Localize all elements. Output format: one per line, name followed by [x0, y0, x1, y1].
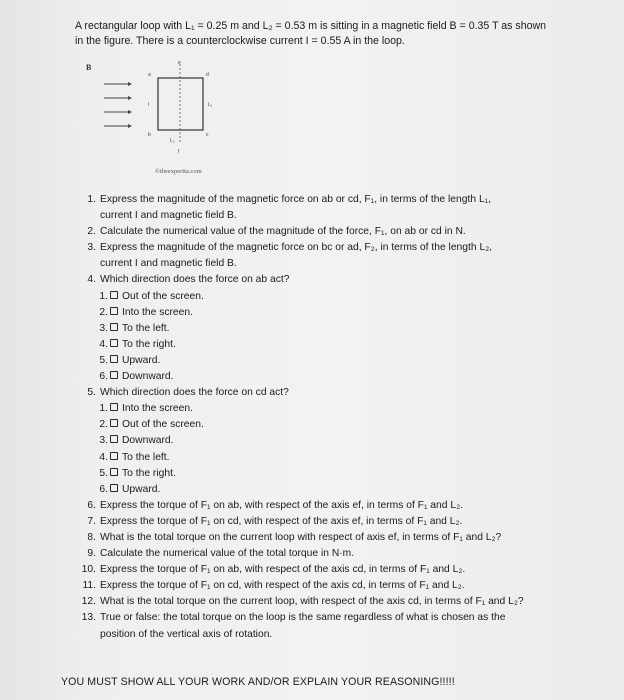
checkbox-icon[interactable]	[110, 419, 118, 427]
question-text-continued: current I and magnetic field B.	[100, 210, 237, 222]
checkbox-icon[interactable]	[110, 355, 118, 363]
current-loop	[158, 78, 203, 130]
checkbox-icon[interactable]	[110, 323, 118, 331]
question-number: 2.	[87, 226, 96, 238]
question-13	[79, 610, 599, 642]
question-text: Express the magnitude of the magnetic force on ab or cd, F₁, in terms of the length L₁,	[100, 194, 492, 205]
answer-option[interactable]	[79, 289, 599, 305]
answer-option[interactable]	[79, 466, 599, 482]
option-number: 3.	[99, 322, 108, 334]
question-9	[79, 546, 599, 562]
option-number: 5.	[99, 354, 108, 366]
checkbox-icon[interactable]	[110, 339, 118, 347]
field-arrowheads	[128, 82, 132, 128]
answer-option[interactable]	[79, 321, 599, 337]
question-11	[79, 578, 599, 594]
option-number: 2.	[99, 306, 108, 318]
axis-f-label: f	[178, 149, 180, 155]
question-text: Express the torque of F₁ on cd, with respect of the axis ef, in terms of F₁ and L₂.	[100, 515, 463, 527]
question-text: Express the torque of F₁ on ab, with respect of the axis cd, in terms of F₁ and L₂.	[100, 564, 466, 576]
option-number: 1.	[99, 403, 108, 415]
question-text-continued: position of the vertical axis of rotation.	[100, 628, 273, 640]
question-text: Express the torque of F₁ on cd, with respect of the axis cd, in terms of F₁ and L₂.	[100, 580, 465, 592]
question-number: 12.	[81, 596, 96, 608]
question-text: What is the total torque on the current loop, with respect of the axis cd, in terms of F₁ and L₂?	[100, 596, 524, 608]
option-text: To the right.	[122, 467, 176, 479]
question-6	[79, 498, 599, 514]
question-text: Which direction does the force on cd act?	[100, 387, 289, 399]
field-lines	[104, 84, 128, 126]
option-text: Upward.	[122, 354, 161, 366]
question-text: Calculate the numerical value of the total torque in N·m.	[100, 548, 355, 560]
side-L1-label: L₁	[208, 102, 213, 108]
work-instruction: YOU MUST SHOW ALL YOUR WORK AND/OR EXPLAIN YOUR REASONING!!!!!	[61, 676, 455, 688]
question-number: 4.	[87, 274, 96, 286]
checkbox-icon[interactable]	[110, 452, 118, 460]
option-text: To the right.	[122, 338, 176, 350]
question-7	[79, 514, 599, 530]
option-number: 1.	[99, 290, 108, 302]
question-list	[79, 192, 599, 643]
question-number: 6.	[87, 499, 96, 511]
option-text: Downward.	[122, 435, 174, 447]
option-text: Into the screen.	[122, 306, 193, 318]
question-text: True or false: the total torque on the loop is the same regardless of what is chosen as the	[100, 612, 506, 624]
answer-option[interactable]	[79, 450, 599, 466]
question-number: 3.	[87, 242, 96, 254]
option-text: Into the screen.	[122, 403, 193, 415]
answer-option[interactable]	[79, 433, 599, 449]
question-number: 5.	[87, 387, 96, 399]
answer-option[interactable]	[79, 417, 599, 433]
answer-option[interactable]	[79, 369, 599, 385]
option-text: To the left.	[122, 322, 170, 334]
option-number: 6.	[99, 483, 108, 495]
answer-options	[79, 289, 599, 386]
answer-option[interactable]	[79, 401, 599, 417]
corner-b-label: b	[148, 132, 151, 138]
question-5	[79, 385, 599, 498]
question-text-continued: current I and magnetic field B.	[100, 258, 237, 270]
option-text: Out of the screen.	[122, 419, 204, 431]
checkbox-icon[interactable]	[110, 435, 118, 443]
option-text: Downward.	[122, 371, 174, 383]
question-1	[79, 192, 599, 224]
loop-figure	[84, 56, 234, 162]
problem-statement	[75, 19, 605, 49]
current-label: I	[148, 102, 150, 108]
question-number: 1.	[87, 194, 96, 205]
question-number: 11.	[82, 580, 96, 592]
option-number: 6.	[99, 371, 108, 383]
question-8	[79, 530, 599, 546]
option-text: To the left.	[122, 451, 170, 463]
option-number: 2.	[99, 419, 108, 431]
question-4	[79, 272, 599, 385]
question-number: 10.	[81, 564, 96, 576]
question-number: 13.	[81, 612, 96, 624]
corner-a-label: a	[148, 72, 151, 78]
option-number: 4.	[99, 338, 108, 350]
question-12	[79, 594, 599, 610]
option-text: Upward.	[122, 483, 161, 495]
axis-e-label: e	[178, 60, 181, 66]
option-text: Out of the screen.	[122, 290, 204, 302]
question-number: 7.	[87, 515, 96, 527]
figure-credit: ©theexpertta.com	[155, 168, 202, 175]
side-L2-label: L₂	[170, 138, 175, 144]
option-number: 3.	[99, 435, 108, 447]
option-number: 4.	[99, 451, 108, 463]
option-number: 5.	[99, 467, 108, 479]
question-text: Express the torque of F₁ on ab, with respect of the axis ef, in terms of F₁ and L₂.	[100, 499, 463, 511]
intro-line-2: in the figure. There is a counterclockwise current I = 0.55 A in the loop.	[75, 35, 405, 47]
answer-option[interactable]	[79, 482, 599, 498]
question-number: 8.	[87, 531, 96, 543]
checkbox-icon[interactable]	[110, 371, 118, 379]
field-label: B	[86, 63, 92, 72]
checkbox-icon[interactable]	[110, 307, 118, 315]
question-text: What is the total torque on the current loop with respect of axis ef, in terms of F₁ and L₂?	[100, 531, 502, 543]
answer-option[interactable]	[79, 337, 599, 353]
checkbox-icon[interactable]	[110, 291, 118, 299]
checkbox-icon[interactable]	[110, 484, 118, 492]
intro-line-1: A rectangular loop with L₁ = 0.25 m and L₂ = 0.53 m is sitting in a magnetic field B = 0.35 T as shown	[75, 20, 547, 32]
checkbox-icon[interactable]	[110, 468, 118, 476]
question-3	[79, 240, 599, 272]
question-text: Calculate the numerical value of the magnitude of the force, F₁, on ab or cd in N.	[100, 226, 466, 238]
question-text: Express the magnitude of the magnetic force on bc or ad, F₂, in terms of the length L₂,	[100, 242, 493, 254]
question-text: Which direction does the force on ab act?	[100, 274, 290, 286]
answer-option[interactable]	[79, 353, 599, 369]
question-number: 9.	[87, 548, 96, 560]
question-10	[79, 562, 599, 578]
corner-d-label: d	[206, 72, 209, 78]
answer-options	[79, 401, 599, 498]
question-2	[79, 224, 599, 240]
answer-option[interactable]	[79, 305, 599, 321]
corner-c-label: c	[206, 132, 209, 138]
checkbox-icon[interactable]	[110, 403, 118, 411]
